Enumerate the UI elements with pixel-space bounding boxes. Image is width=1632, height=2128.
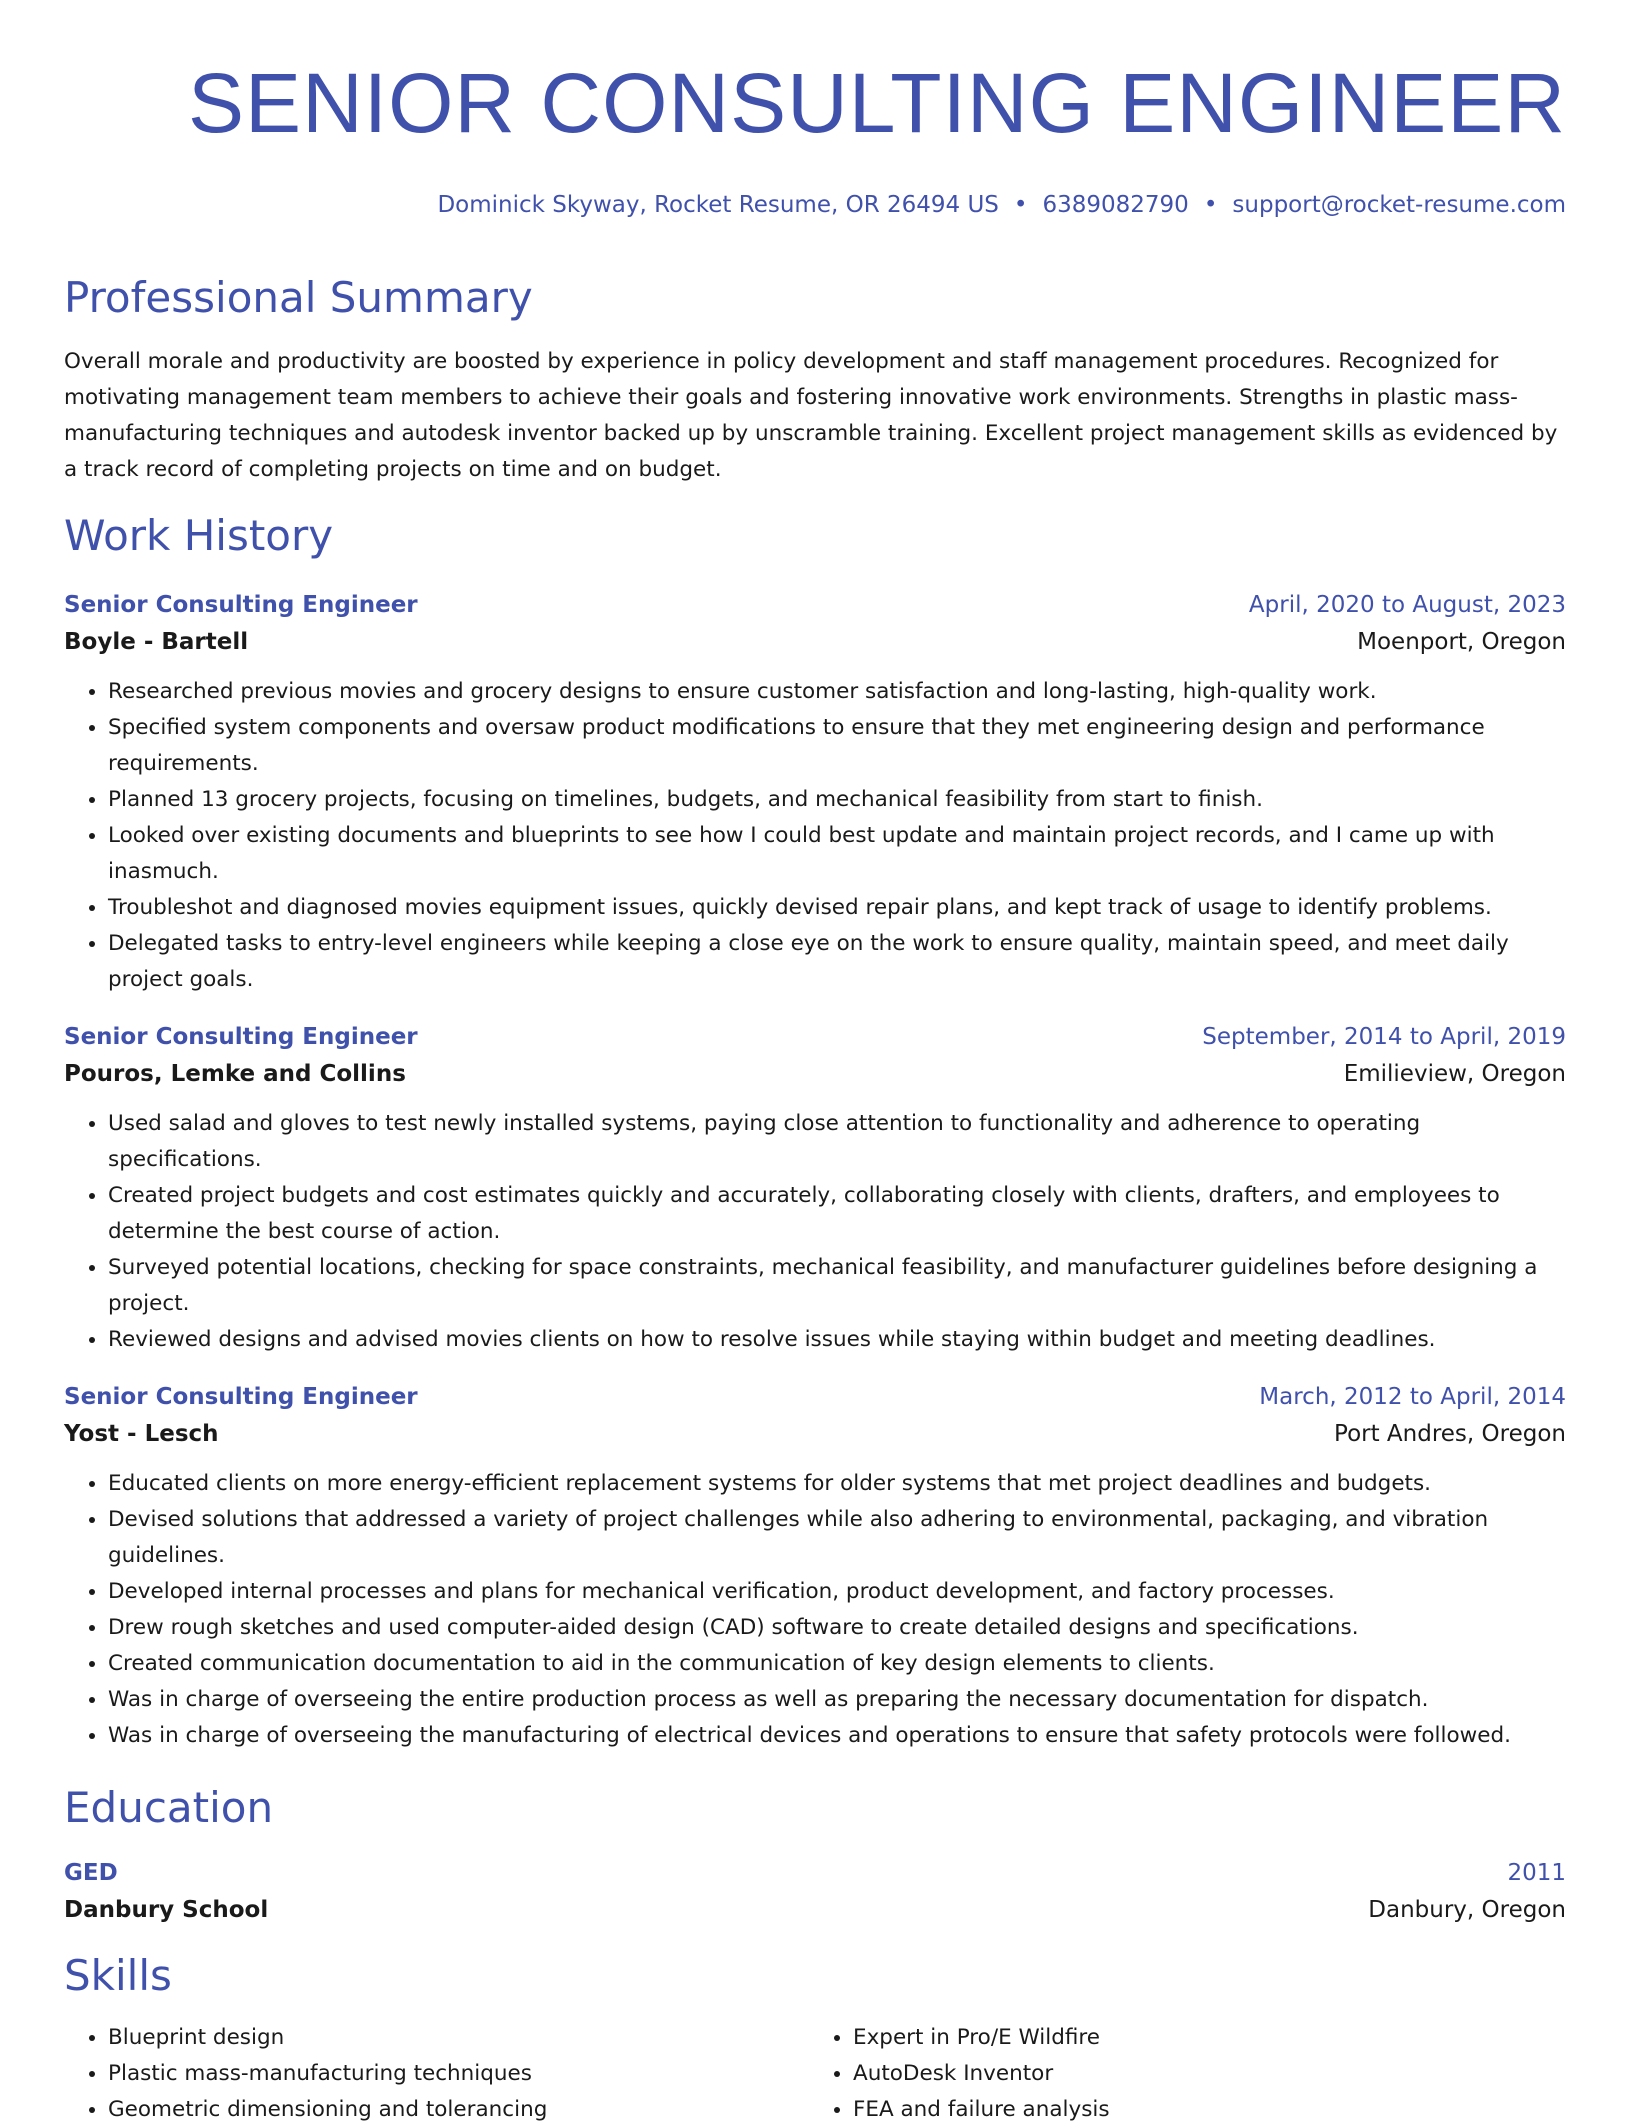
job-role: Senior Consulting Engineer — [64, 1024, 418, 1050]
bullet-item: • Was in charge of overseeing the manufacturing of electrical devices and operations to ensure that safety protocols were followed. — [108, 1718, 1566, 1754]
skill-item: • Plastic mass-manufacturing techniques — [108, 2056, 809, 2092]
bullet-item: • Educated clients on more energy-efficient replacement systems for older systems that met project deadlines and budgets. — [108, 1466, 1566, 1502]
bullet-item: • Reviewed designs and advised movies clients on how to resolve issues while staying within budget and meeting deadlines. — [108, 1322, 1566, 1358]
contact-line — [64, 190, 1566, 220]
contact-email: support@rocket-resume.com — [1232, 192, 1566, 218]
education-heading: Education — [64, 1783, 274, 1832]
job-role: Senior Consulting Engineer — [64, 1384, 418, 1410]
bullet-item: • Surveyed potential locations, checking for space constraints, mechanical feasibility, and manufacturer guidelines before designing a project. — [108, 1250, 1566, 1322]
job-company: Boyle - Bartell — [64, 629, 249, 655]
contact-address: Dominick Skyway, Rocket Resume, OR 26494 US — [437, 192, 999, 218]
job-entry — [64, 1380, 1566, 1754]
bullet-item: • Used salad and gloves to test newly installed systems, paying close attention to functionality and adherence to operating specifications. — [108, 1106, 1566, 1178]
bullet-item: • Created project budgets and cost estimates quickly and accurately, collaborating closely with clients, drafters, and employees to determine the best course of action. — [108, 1178, 1566, 1250]
summary-text: Overall morale and productivity are boosted by experience in policy development and staff management procedures. Recognized for motivating management team members to achieve their goals and fostering innovative work environments. Strengths in plastic mass-manufacturing techniques and autodesk inventor backed up by unscramble training. Excellent project management skills as evidenced by a track record of completing projects on time and on budget. — [64, 349, 1558, 482]
bullet-item: • Drew rough sketches and used computer-aided design (CAD) software to create detailed designs and specifications. — [108, 1610, 1566, 1646]
bullet-item: • Created communication documentation to aid in the communication of key design elements to clients. — [108, 1646, 1566, 1682]
skill-item: • Expert in Pro/E Wildfire — [853, 2020, 1554, 2056]
education-location: Danbury, Oregon — [1368, 1897, 1566, 1923]
job-dates: March, 2012 to April, 2014 — [1259, 1384, 1566, 1410]
bullet-item: • Specified system components and oversaw product modifications to ensure that they met engineering design and performance requirements. — [108, 710, 1566, 782]
job-bullets — [64, 1106, 1566, 1358]
page-title: SENIOR CONSULTING ENGINEER — [188, 56, 1566, 150]
bullet-item: • Developed internal processes and plans for mechanical verification, product development, and factory processes. — [108, 1574, 1566, 1610]
work-history-heading: Work History — [64, 511, 334, 560]
job-dates: September, 2014 to April, 2019 — [1202, 1024, 1566, 1050]
bullet-item: • Researched previous movies and grocery designs to ensure customer satisfaction and long-lasting, high-quality work. — [108, 674, 1566, 710]
contact-separator: • — [1203, 192, 1218, 218]
education-degree: GED — [64, 1860, 118, 1886]
job-bullets — [64, 674, 1566, 998]
job-entry — [64, 588, 1566, 998]
job-location: Emilieview, Oregon — [1343, 1061, 1566, 1087]
job-company: Pouros, Lemke and Collins — [64, 1061, 406, 1087]
skill-item: • Blueprint design — [108, 2020, 809, 2056]
job-location: Port Andres, Oregon — [1334, 1421, 1566, 1447]
bullet-item: • Devised solutions that addressed a variety of project challenges while also adhering to environmental, packaging, and vibration guidelines. — [108, 1502, 1566, 1574]
education-year: 2011 — [1507, 1860, 1566, 1886]
skill-item: • FEA and failure analysis — [853, 2092, 1554, 2128]
bullet-item: • Was in charge of overseeing the entire production process as well as preparing the necessary documentation for dispatch. — [108, 1682, 1566, 1718]
bullet-item: • Troubleshot and diagnosed movies equipment issues, quickly devised repair plans, and kept track of usage to identify problems. — [108, 890, 1566, 926]
bullet-item: • Planned 13 grocery projects, focusing on timelines, budgets, and mechanical feasibility from start to finish. — [108, 782, 1566, 818]
resume-page — [64, 0, 1566, 2128]
summary-heading: Professional Summary — [64, 273, 533, 322]
bullet-item: • Looked over existing documents and blueprints to see how I could best update and maintain project records, and I came up with inasmuch. — [108, 818, 1566, 890]
job-entry — [64, 1020, 1566, 1358]
skills-heading: Skills — [64, 1951, 172, 2000]
skill-item: • AutoDesk Inventor — [853, 2056, 1554, 2092]
job-role: Senior Consulting Engineer — [64, 592, 418, 618]
education-entry — [64, 1856, 1566, 1930]
job-bullets — [64, 1466, 1566, 1754]
skill-item: • Geometric dimensioning and tolerancing — [108, 2092, 809, 2128]
job-company: Yost - Lesch — [64, 1421, 219, 1447]
contact-separator: • — [1013, 192, 1028, 218]
contact-phone: 6389082790 — [1042, 192, 1189, 218]
job-dates: April, 2020 to August, 2023 — [1248, 592, 1566, 618]
bullet-item: • Delegated tasks to entry-level engineers while keeping a close eye on the work to ensure quality, maintain speed, and meet daily project goals. — [108, 926, 1566, 998]
job-location: Moenport, Oregon — [1357, 629, 1566, 655]
education-school: Danbury School — [64, 1897, 269, 1923]
